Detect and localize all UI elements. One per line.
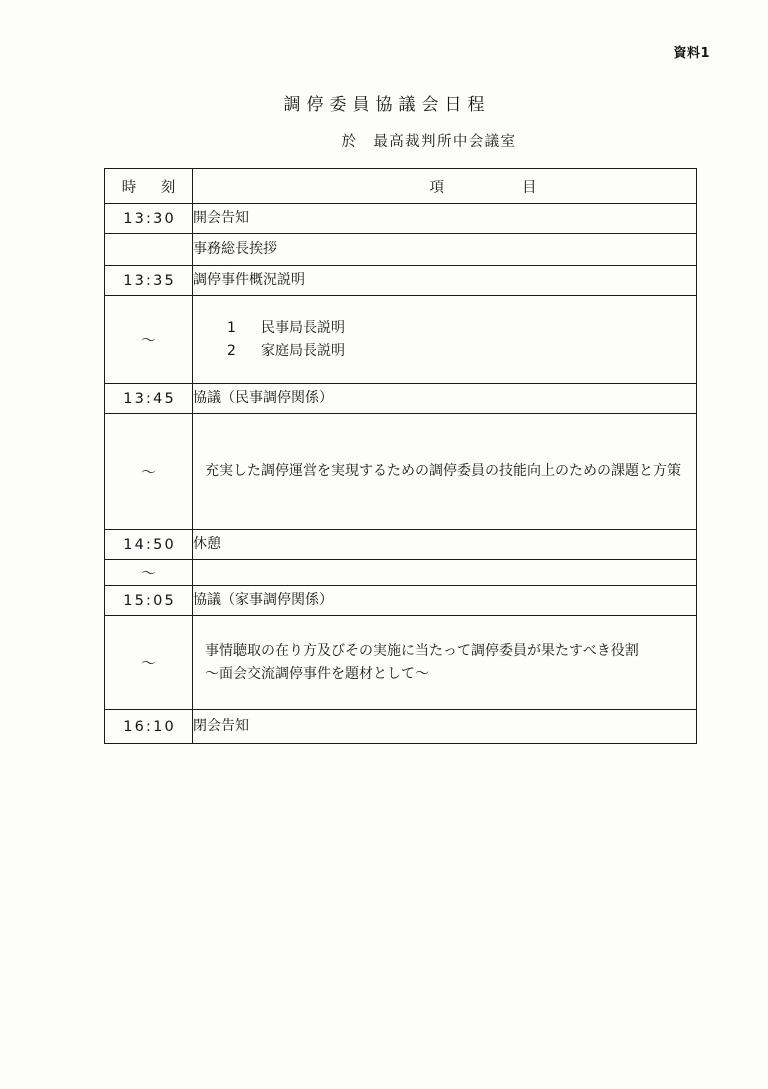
- table-row: [105, 384, 697, 414]
- row-time: 16:10: [105, 710, 193, 744]
- table-row: [105, 414, 697, 530]
- table-row: [105, 234, 697, 266]
- row-time: 〜: [105, 296, 193, 384]
- row-item: [193, 560, 697, 586]
- row-item-line: 〜面会交流調停事件を題材として〜: [205, 665, 429, 682]
- table-header-row: [105, 169, 697, 204]
- schedule-table: [104, 168, 697, 744]
- table-row: [105, 616, 697, 710]
- column-header-item: [193, 169, 697, 204]
- document-id-label: 資料1: [673, 46, 710, 61]
- table-row: [105, 560, 697, 586]
- row-item: 事務総長挨拶: [193, 234, 697, 266]
- row-time: 〜: [105, 560, 193, 586]
- table-row: [105, 710, 697, 744]
- row-time: [105, 234, 193, 266]
- venue-line: 於 最高裁判所中会議室: [341, 134, 517, 150]
- row-time: 〜: [105, 414, 193, 530]
- row-item-number: 2: [227, 342, 236, 359]
- row-item-number: 1: [227, 320, 236, 337]
- row-time: 13:45: [105, 384, 193, 414]
- table-row: [105, 266, 697, 296]
- row-item: 協議（民事調停関係）: [193, 384, 697, 414]
- table-row: [105, 204, 697, 234]
- row-item-text: 家庭局長説明: [261, 342, 345, 359]
- row-item: 閉会告知: [193, 710, 697, 744]
- table-row: [105, 530, 697, 560]
- table-row: [105, 586, 697, 616]
- row-item-text: 民事局長説明: [261, 320, 345, 337]
- row-item: 開会告知: [193, 204, 697, 234]
- column-header-item-left: 項: [429, 179, 522, 196]
- row-item-subline: [205, 317, 682, 339]
- row-time: 14:50: [105, 530, 193, 560]
- row-time: 13:30: [105, 204, 193, 234]
- row-item: 休憩: [193, 530, 697, 560]
- table-row: [105, 296, 697, 384]
- row-item: 充実した調停運営を実現するための調停委員の技能向上のための課題と方策: [193, 414, 697, 530]
- row-time: 13:35: [105, 266, 193, 296]
- row-time: 15:05: [105, 586, 193, 616]
- row-item: [193, 296, 697, 384]
- row-item: 協議（家事調停関係）: [193, 586, 697, 616]
- row-item: 調停事件概況説明: [193, 266, 697, 296]
- page-title: 調停委員協議会日程: [283, 95, 491, 115]
- row-time: 〜: [105, 616, 193, 710]
- row-item-subline: [205, 340, 682, 362]
- row-item: [193, 616, 697, 710]
- column-header-time: 時 刻: [105, 169, 193, 204]
- row-item-line: 事情聴取の在り方及びその実施に当たって調停委員が果たすべき役割: [205, 643, 639, 660]
- column-header-item-right: 目: [522, 179, 538, 196]
